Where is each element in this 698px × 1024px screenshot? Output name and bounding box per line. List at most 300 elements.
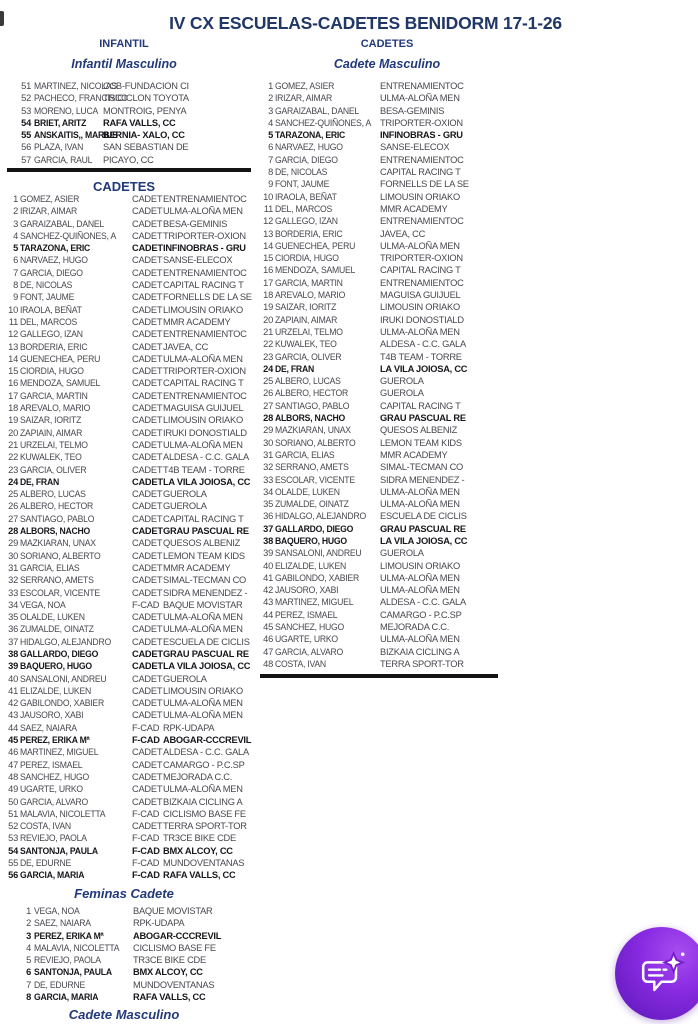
entry-name: FONT, JAUME	[275, 179, 330, 190]
entry-name: UGARTE, URKO	[20, 784, 83, 795]
entry-cat: CADET	[132, 267, 163, 278]
entry-row	[4, 660, 252, 672]
entry-name: ESCOLAR, VICENTE	[275, 474, 355, 485]
entry-num: 7	[268, 154, 273, 165]
entry-row	[260, 646, 469, 658]
entry-name: TARAZONA, ERIC	[275, 130, 346, 141]
entry-name: SERRANO, AMETS	[20, 575, 94, 586]
entry-name: HIDALGO, ALEJANDRO	[275, 511, 366, 522]
entry-name: IRIZAR, AIMAR	[275, 93, 333, 104]
entry-team: FORNELLS DE LA SE	[163, 292, 252, 303]
entry-cat: CADET	[132, 587, 163, 598]
entry-num: 8	[268, 167, 273, 178]
entry-num: 4	[268, 117, 273, 128]
entry-row	[4, 414, 252, 426]
entry-num: 22	[8, 452, 18, 463]
entry-name: SANTONJA, PAULA	[34, 967, 112, 978]
entry-name: SAEZ, NAIARA	[34, 918, 91, 929]
entry-cat: CADET	[132, 526, 163, 537]
entry-name: DE, EDURNE	[20, 858, 72, 869]
entry-row	[17, 117, 189, 129]
entry-row	[4, 304, 252, 316]
entry-name: BRIET, ARITZ	[34, 117, 87, 128]
entry-row	[4, 857, 252, 869]
entry-cat: F-CAD	[132, 858, 160, 869]
entry-num: 3	[268, 105, 273, 116]
entry-num: 35	[263, 499, 273, 510]
entry-row	[260, 572, 469, 584]
entry-name: GARCIA, RAUL	[34, 154, 93, 165]
entry-cat: F-CAD	[132, 870, 160, 881]
entry-team: T4B TEAM - TORRE	[380, 351, 462, 362]
entry-name: MARTINEZ, MIGUEL	[20, 747, 99, 758]
entry-team: MAGUISA GUIJUEL	[163, 403, 244, 414]
section-divider	[7, 168, 251, 172]
entry-name: DEL, MARCOS	[275, 203, 333, 214]
entry-row	[17, 141, 189, 153]
entry-name: SANSALONI, ANDREU	[275, 548, 362, 559]
entry-num: 38	[8, 648, 18, 659]
entry-num: 40	[8, 673, 18, 684]
entry-row	[260, 80, 469, 92]
entry-num: 56	[8, 870, 18, 881]
entry-num: 26	[263, 388, 273, 399]
entry-row	[4, 587, 252, 599]
entry-cat: CADET	[132, 636, 163, 647]
entry-team: GRAU PASCUAL RE	[163, 648, 249, 659]
entry-cat: CADET	[132, 624, 163, 635]
entry-row	[260, 240, 469, 252]
entry-num: 5	[13, 243, 18, 254]
entry-num: 4	[13, 230, 18, 241]
entry-row	[260, 424, 469, 436]
entry-row	[4, 279, 252, 291]
entry-team: RAFA VALLS, CC	[163, 870, 236, 881]
entry-num: 45	[8, 735, 18, 746]
entry-name: GARCIA, MARIA	[20, 870, 85, 881]
entry-num: 28	[8, 526, 18, 537]
entry-row	[4, 427, 252, 439]
entry-row	[4, 648, 252, 660]
entry-num: 16	[263, 265, 273, 276]
entry-cat: CADET	[132, 304, 163, 315]
entry-team: TERRA SPORT-TOR	[380, 658, 464, 669]
entry-name: ESCOLAR, VICENTE	[20, 587, 100, 598]
entry-team: TRIPORTER-OXION	[380, 253, 463, 264]
entry-num: 57	[21, 154, 31, 165]
entry-row	[4, 353, 252, 365]
entry-num: 44	[263, 609, 273, 620]
entry-name: AREVALO, MARIO	[275, 290, 346, 301]
entry-row	[260, 314, 469, 326]
entry-team: MEJORADA C.C.	[163, 771, 233, 782]
entry-row	[260, 338, 469, 350]
entry-num: 53	[21, 105, 31, 116]
entry-row	[4, 267, 252, 279]
entry-row	[260, 363, 469, 375]
entry-num: 7	[13, 267, 18, 278]
entry-name: GALLARDO, DIEGO	[20, 648, 99, 659]
entry-team: CCB-FUNDACION CI	[103, 81, 189, 91]
entry-num: 25	[8, 489, 18, 500]
entry-cat: CADET	[132, 353, 163, 364]
entry-name: SORIANO, ALBERTO	[275, 437, 356, 448]
entry-name: MAZKIARAN, UNAX	[275, 425, 351, 436]
entry-row	[260, 277, 469, 289]
entry-team: TR3CE BIKE CDE	[163, 833, 236, 844]
entry-name: DE, FRAN	[20, 476, 59, 487]
entry-num: 32	[8, 575, 18, 586]
entry-name: KUWALEK, TEO	[20, 452, 82, 463]
entry-num: 41	[8, 685, 18, 696]
entry-cat: F-CAD	[132, 599, 160, 610]
entry-team: CAPITAL RACING T	[380, 167, 461, 178]
entry-row	[4, 205, 252, 217]
entry-num: 17	[263, 277, 273, 288]
entry-name: MENDOZA, SAMUEL	[275, 265, 356, 276]
entry-row	[260, 375, 469, 387]
page-title: IV CX ESCUELAS-CADETES BENIDORM 17-1-26	[169, 13, 562, 33]
entry-row	[260, 621, 469, 633]
entry-row	[260, 387, 469, 399]
entry-name: GARCIA, ELIAS	[275, 449, 335, 460]
entry-row	[17, 991, 221, 1003]
entry-num: 24	[8, 476, 18, 487]
entry-row	[260, 510, 469, 522]
entry-team: RAFA VALLS, CC	[133, 992, 206, 1003]
entry-row	[4, 734, 252, 746]
entry-num: 2	[26, 918, 31, 929]
entry-cat: CADET	[132, 661, 163, 672]
entry-row	[17, 92, 189, 104]
entry-name: SAIZAR, IORITZ	[20, 415, 82, 426]
entry-name: NARVAEZ, HUGO	[20, 255, 88, 266]
entry-name: ALBERO, LUCAS	[275, 376, 341, 387]
entry-row	[260, 154, 469, 166]
entry-cat: CADET	[132, 390, 163, 401]
entry-cat: CADET	[132, 194, 163, 204]
entry-row	[260, 474, 469, 486]
entry-team: MUNDOVENTANAS	[133, 979, 215, 990]
entry-team: QUESOS ALBENIZ	[163, 538, 241, 549]
entry-cat: F-CAD	[132, 845, 160, 856]
entry-cat: CADET	[132, 562, 163, 573]
entry-row	[4, 783, 252, 795]
entry-name: DEL, MARCOS	[20, 316, 78, 327]
cadetes-list	[4, 193, 252, 882]
entry-name: GUENECHEA, PERU	[20, 353, 101, 364]
subsection-header-cadete-masculino: Cadete Masculino	[333, 57, 441, 71]
entry-name: CIORDIA, HUGO	[275, 253, 339, 264]
entry-row	[260, 658, 469, 670]
entry-name: GOMEZ, ASIER	[20, 194, 80, 204]
entry-row	[260, 584, 469, 596]
entry-num: 30	[8, 550, 18, 561]
entry-num: 2	[13, 206, 18, 217]
scan-artifact	[0, 11, 4, 26]
entry-team: ESCUELA DE CICLIS	[380, 511, 467, 522]
entry-team: LIMOUSIN ORIAKO	[380, 302, 460, 313]
entry-row	[17, 930, 221, 942]
entry-num: 27	[263, 400, 273, 411]
entry-cat: CADET	[132, 255, 163, 266]
entry-row	[17, 80, 189, 92]
entry-row	[260, 400, 469, 412]
entry-row	[4, 390, 252, 402]
entry-team: LA VILA JOIOSA, CC	[163, 661, 251, 672]
entry-team: MEJORADA C.C.	[380, 622, 450, 633]
entry-name: MALAVIA, NICOLETTA	[34, 942, 120, 953]
entry-name: SANCHEZ, HUGO	[20, 771, 90, 782]
entry-team: CAPITAL RACING T	[380, 400, 461, 411]
entry-team: LA VILA JOIOSA, CC	[163, 476, 251, 487]
entry-name: GALLEGO, IZAN	[20, 329, 83, 340]
entry-name: OLALDE, LUKEN	[275, 486, 340, 497]
entry-team: ULMA-ALOÑA MEN	[163, 624, 243, 635]
entry-name: COSTA, IVAN	[20, 821, 71, 832]
entry-name: BAQUERO, HUGO	[20, 661, 92, 672]
entry-name: NARVAEZ, HUGO	[275, 142, 343, 153]
entry-team: SIDRA MENENDEZ -	[380, 474, 465, 485]
entry-num: 32	[263, 462, 273, 473]
entry-cat: CADET	[132, 796, 163, 807]
entry-row	[17, 917, 221, 929]
entry-row	[260, 498, 469, 510]
entry-row	[260, 609, 469, 621]
entry-row	[4, 820, 252, 832]
entry-row	[260, 449, 469, 461]
entry-num: 54	[21, 117, 31, 128]
entry-num: 2	[268, 93, 273, 104]
entry-name: SANTIAGO, PABLO	[20, 513, 95, 524]
entry-team: ULMA-ALOÑA MEN	[163, 698, 243, 709]
entry-num: 35	[8, 612, 18, 623]
entry-num: 52	[8, 821, 18, 832]
entry-team: CAPITAL RACING T	[163, 378, 244, 389]
entry-team: QUESOS ALBENIZ	[380, 425, 458, 436]
entry-name: GARCIA, MARTIN	[20, 390, 88, 401]
entry-team: ENTRENAMIENTOC	[380, 81, 464, 91]
entry-cat: CADET	[132, 759, 163, 770]
entry-row	[17, 905, 221, 917]
entry-team: CAPITAL RACING T	[380, 265, 461, 276]
entry-name: GARAIZABAL, DANEL	[20, 218, 104, 229]
entry-name: PEREZ, ISMAEL	[20, 759, 83, 770]
subsection-header-infantil-masculino: Infantil Masculino	[71, 57, 177, 71]
entry-name: SAIZAR, IORITZ	[275, 302, 337, 313]
entry-team: ULMA-ALOÑA MEN	[380, 240, 460, 251]
entry-cat: CADET	[132, 550, 163, 561]
entry-name: IRAOLA, BEÑAT	[275, 191, 337, 202]
entry-row	[4, 562, 252, 574]
entry-team: CAPITAL RACING T	[163, 280, 244, 291]
entry-team: LA VILA JOIOSA, CC	[380, 535, 468, 546]
entry-row	[260, 252, 469, 264]
entry-name: SORIANO, ALBERTO	[20, 550, 101, 561]
entry-team: MMR ACADEMY	[163, 316, 231, 327]
entry-num: 21	[8, 439, 18, 450]
entry-name: FONT, JAUME	[20, 292, 75, 303]
entry-name: SAEZ, NAIARA	[20, 722, 77, 733]
entry-team: GRAU PASCUAL RE	[163, 526, 249, 537]
entry-team: ABOGAR-CCCREVIL	[133, 930, 222, 941]
entry-team: LIMOUSIN ORIAKO	[163, 685, 243, 696]
entry-row	[4, 439, 252, 451]
entry-num: 51	[21, 81, 31, 91]
entry-row	[4, 746, 252, 758]
entry-team: IRUKI DONOSTIALD	[163, 427, 247, 438]
entry-team: ENTRENAMIENTOC	[163, 390, 247, 401]
entry-row	[260, 203, 469, 215]
entry-num: 55	[21, 130, 31, 141]
entry-row	[4, 464, 252, 476]
entry-team: GUEROLA	[380, 548, 424, 559]
entry-name: SANTIAGO, PABLO	[275, 400, 350, 411]
entry-team: IRUKI DONOSTIALD	[380, 314, 464, 325]
entry-team: ULMA-ALOÑA MEN	[380, 93, 460, 104]
entry-row	[260, 92, 469, 104]
entry-cat: CADET	[132, 280, 163, 291]
entry-num: 25	[263, 376, 273, 387]
entry-team: GUEROLA	[163, 489, 207, 500]
entry-name: GUENECHEA, PERU	[275, 240, 356, 251]
entry-team: MUNDOVENTANAS	[163, 858, 245, 869]
entry-cat: F-CAD	[132, 808, 160, 819]
entry-num: 50	[8, 796, 18, 807]
entry-name: REVIEJO, PAOLA	[20, 833, 87, 844]
entry-name: DE, FRAN	[275, 363, 314, 374]
entry-num: 21	[263, 326, 273, 337]
entry-num: 43	[263, 597, 273, 608]
entry-num: 31	[263, 449, 273, 460]
cadete-masculino-list	[260, 80, 469, 670]
entry-row	[4, 513, 252, 525]
entry-row	[4, 500, 252, 512]
entry-num: 9	[13, 292, 18, 303]
entry-num: 4	[26, 942, 31, 953]
entry-team: TRIPORTER-OXION	[163, 230, 246, 241]
entry-row	[4, 377, 252, 389]
entry-row	[260, 166, 469, 178]
entry-team: ENTRENAMIENTOC	[163, 329, 247, 340]
entry-team: SANSE-ELECOX	[380, 142, 450, 153]
entry-num: 23	[263, 351, 273, 362]
entry-team: TRIPORTER-OXION	[163, 366, 246, 377]
entry-name: JAUSORO, XABI	[20, 710, 84, 721]
entry-name: GARCIA, OLIVER	[20, 464, 87, 475]
entry-name: ZAPIAIN, AIMAR	[20, 427, 83, 438]
entry-num: 20	[263, 314, 273, 325]
entry-name: GARCIA, ALVARO	[275, 646, 344, 657]
entry-name: PLAZA, IVAN	[34, 142, 84, 153]
entry-name: GARCIA, ALVARO	[20, 796, 89, 807]
entry-num: 46	[8, 747, 18, 758]
entry-name: VEGA, NOA	[34, 906, 80, 916]
entry-num: 52	[21, 93, 31, 104]
entry-team: GUEROLA	[163, 673, 207, 684]
entry-team: ULMA-ALOÑA MEN	[380, 572, 460, 583]
entry-num: 7	[26, 979, 31, 990]
entry-name: SANCHEZ, HUGO	[275, 622, 345, 633]
entry-num: 34	[8, 599, 18, 610]
entry-cat: CADET	[132, 206, 163, 217]
entry-team: ULMA-ALOÑA MEN	[380, 326, 460, 337]
entry-team: ENTRENAMIENTOC	[163, 267, 247, 278]
entry-team: LIMOUSIN ORIAKO	[163, 304, 243, 315]
entry-team: LEMON TEAM KIDS	[380, 437, 462, 448]
entry-num: 8	[13, 280, 18, 291]
entry-row	[260, 191, 469, 203]
entry-num: 42	[263, 585, 273, 596]
entry-num: 39	[8, 661, 18, 672]
entry-row	[260, 535, 469, 547]
entry-name: SERRANO, AMETS	[275, 462, 349, 473]
entry-team: ULMA-ALOÑA MEN	[163, 784, 243, 795]
entry-name: MALAVIA, NICOLETTA	[20, 808, 106, 819]
entry-row	[4, 599, 252, 611]
entry-name: MORENO, LUCA	[34, 105, 98, 116]
entry-team: BAQUE MOVISTAR	[133, 906, 213, 916]
entry-name: ALBERO, HECTOR	[20, 501, 93, 512]
entry-name: CIORDIA, HUGO	[20, 366, 84, 377]
entry-num: 36	[263, 511, 273, 522]
entry-cat: F-CAD	[132, 833, 160, 844]
entry-row	[4, 845, 252, 857]
entry-row	[260, 264, 469, 276]
entry-name: PEREZ, ISMAEL	[275, 609, 338, 620]
chat-assistant-button[interactable]	[615, 927, 698, 1020]
entry-cat: CADET	[132, 538, 163, 549]
entry-team: LIMOUSIN ORIAKO	[163, 415, 243, 426]
entry-row	[17, 105, 189, 117]
entry-num: 46	[263, 634, 273, 645]
entry-name: SANCHEZ-QUIÑONES, A	[275, 117, 371, 128]
entry-name: GARCIA, MARTIN	[275, 277, 343, 288]
entry-row	[4, 623, 252, 635]
entry-team: SIMAL-TECMAN CO	[380, 462, 464, 473]
entry-name: BAQUERO, HUGO	[275, 535, 347, 546]
entry-name: GOMEZ, ASIER	[275, 81, 335, 91]
entry-team: ALDESA - C.C. GALA	[380, 597, 466, 608]
entry-row	[260, 547, 469, 559]
entry-num: 11	[263, 203, 273, 214]
chat-sparkle-icon	[635, 947, 689, 1001]
entry-name: BORDERIA, ERIC	[275, 228, 343, 239]
entry-cat: CADET	[132, 784, 163, 795]
entry-row	[4, 759, 252, 771]
entry-name: MAZKIARAN, UNAX	[20, 538, 96, 549]
entry-team: RPK-UDAPA	[163, 722, 215, 733]
entry-team: GRAU PASCUAL RE	[380, 523, 466, 534]
entry-name: URZELAI, TELMO	[20, 439, 88, 450]
entry-num: 55	[8, 858, 18, 869]
entry-num: 26	[8, 501, 18, 512]
entry-team: ULMA-ALOÑA MEN	[163, 206, 243, 217]
entry-row	[4, 341, 252, 353]
entry-cat: CADET	[132, 439, 163, 450]
entry-num: 48	[8, 771, 18, 782]
entry-row	[4, 402, 252, 414]
entry-row	[4, 697, 252, 709]
entry-team: LIMOUSIN ORIAKO	[380, 560, 460, 571]
entry-cat: CADET	[132, 464, 163, 475]
entry-name: KUWALEK, TEO	[275, 339, 337, 350]
entry-team: ULMA-ALOÑA MEN	[380, 634, 460, 645]
entry-row	[17, 154, 189, 166]
entry-num: 45	[263, 622, 273, 633]
entry-num: 51	[8, 808, 18, 819]
entry-row	[4, 254, 252, 266]
